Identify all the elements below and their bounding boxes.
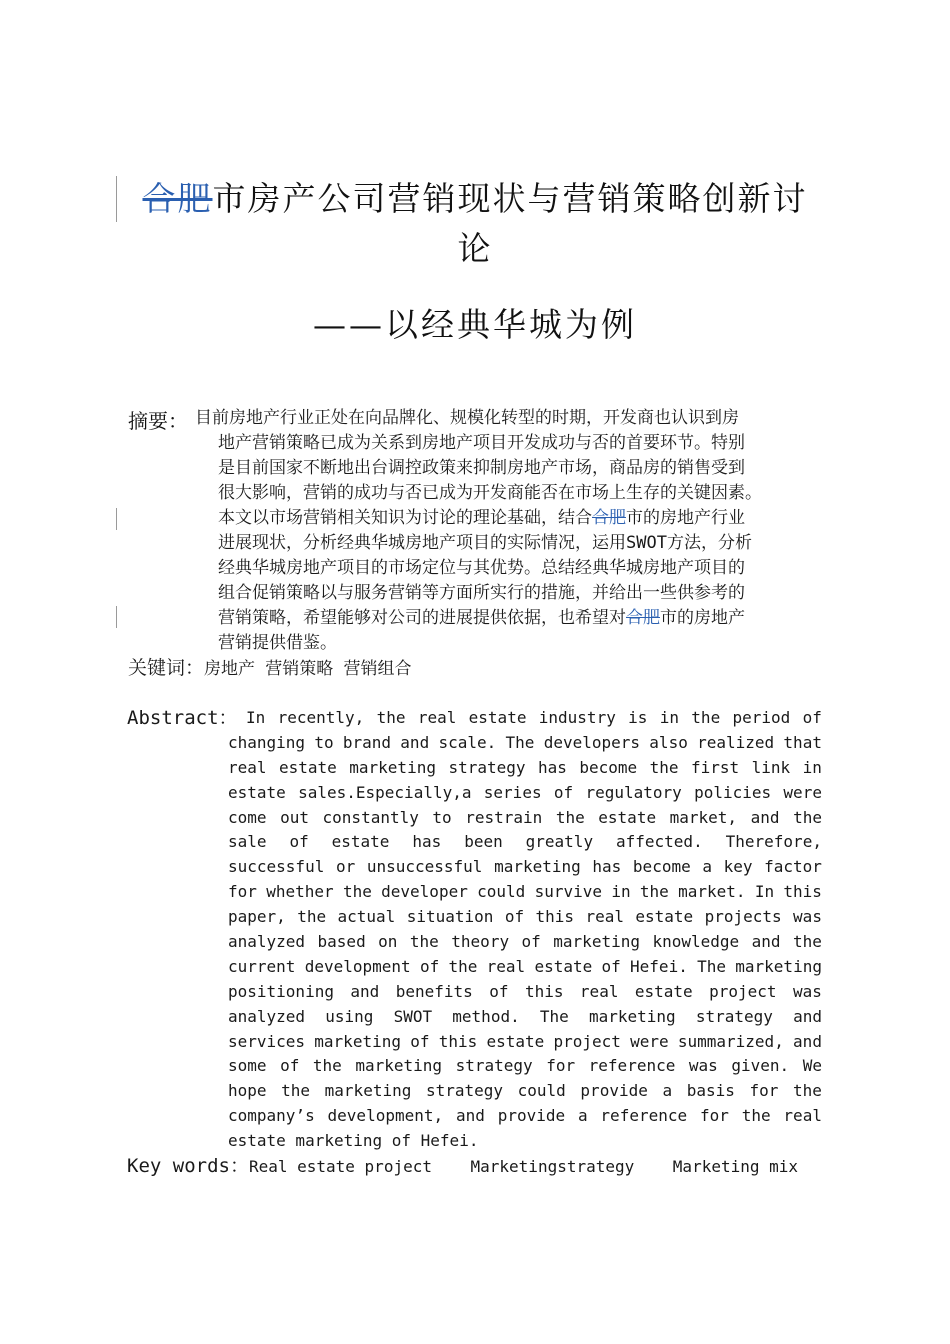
word: some	[228, 1056, 267, 1076]
word: series	[483, 782, 542, 802]
abstract-en-line	[228, 731, 822, 756]
abstract-cn-line: 目前房地产行业正处在向品牌化、规模化转型的时期，开发商也认识到房	[195, 408, 739, 428]
word: successful	[228, 857, 325, 877]
deleted-text: 合肥	[592, 508, 626, 528]
word: factor	[764, 857, 822, 877]
abstract-en-line	[228, 855, 822, 880]
word: the	[793, 932, 822, 952]
word: The	[539, 1006, 569, 1026]
word: marketing	[355, 1056, 443, 1076]
word: positioning	[228, 981, 334, 1001]
word: method.	[452, 1006, 520, 1026]
keywords-cn-value: 房地产 营销策略 营销组合	[204, 659, 412, 679]
text-segment: 本文以市场营销相关知识为讨论的理论基础，结合	[218, 508, 592, 528]
word: analyzed	[228, 1006, 306, 1026]
word: and	[350, 981, 380, 1001]
abstract-en-line	[228, 880, 822, 905]
word: estate	[486, 1031, 545, 1051]
word: project	[553, 1031, 621, 1051]
word: The	[697, 956, 726, 976]
abstract-en-line	[228, 1079, 822, 1104]
word: recently,	[277, 708, 365, 727]
word: affected.	[616, 832, 703, 852]
word: the	[793, 807, 822, 827]
word: were	[783, 782, 822, 802]
word: summarized,	[677, 1031, 784, 1051]
abstract-cn-line: 很大影响，营销的成功与否已成为开发商能否在市场上生存的关键因素。	[218, 483, 762, 503]
abstract-cn-line	[218, 506, 745, 531]
word: of	[504, 907, 525, 927]
word: marketing	[553, 932, 640, 952]
word: theory	[451, 932, 510, 952]
abstract-en-body	[228, 706, 822, 1154]
word: the	[448, 956, 478, 976]
word: development	[304, 956, 411, 976]
title-line-2: 论	[457, 229, 493, 268]
word: for	[546, 1056, 576, 1076]
word: was	[793, 907, 822, 927]
word: marketing	[735, 956, 822, 976]
word: benefits	[395, 981, 473, 1001]
word: been	[464, 832, 503, 852]
word: strategy	[448, 757, 526, 777]
word: the	[639, 882, 669, 902]
word: real	[783, 1106, 822, 1126]
word: a	[577, 1106, 588, 1126]
word: development,	[327, 1106, 444, 1126]
word: changing	[228, 732, 306, 752]
word: using	[325, 1006, 374, 1026]
word: In	[754, 882, 775, 902]
abstract-en-line	[228, 1054, 822, 1079]
keywords-en	[127, 1154, 798, 1179]
word: in	[659, 708, 679, 727]
word: the	[741, 1106, 771, 1126]
page-title	[120, 174, 830, 224]
word: realized	[697, 732, 775, 752]
word: become	[632, 857, 691, 877]
abstract-cn-line: 地产营销策略已成为关系到房地产项目开发成功与否的首要环节。特别	[218, 433, 745, 453]
deleted-text: 合肥	[626, 608, 660, 628]
word: The	[505, 732, 535, 752]
abstract-en-line	[228, 1104, 822, 1129]
word: this	[535, 907, 575, 927]
word: of	[419, 956, 440, 976]
word: the	[281, 1081, 311, 1101]
word: Therefore,	[725, 832, 822, 852]
word: estate	[331, 832, 390, 852]
word: strategy	[695, 1006, 773, 1026]
abstract-en-line	[228, 806, 822, 831]
word: this	[438, 1031, 478, 1051]
word: situation	[406, 907, 494, 927]
word: constantly	[322, 807, 419, 827]
page-title-cont	[120, 224, 830, 274]
page-subtitle: ——以经典华城为例	[313, 305, 637, 344]
word: could	[517, 1081, 566, 1101]
word: of	[289, 832, 309, 852]
word: and	[793, 1006, 822, 1026]
word: key	[723, 857, 753, 877]
word: marketing	[324, 1081, 412, 1101]
word: real	[579, 981, 619, 1001]
word: in	[611, 882, 631, 902]
word: this	[524, 981, 564, 1001]
word: of	[280, 1056, 300, 1076]
word: marketing	[588, 1006, 676, 1026]
word: first	[690, 757, 740, 777]
word: projects	[704, 907, 782, 927]
word: actual	[337, 907, 396, 927]
word: policies	[694, 782, 772, 802]
abstract-en-line	[246, 706, 822, 731]
abstract-en-line	[228, 1005, 822, 1030]
word: scale.	[438, 732, 497, 752]
word: come	[228, 807, 267, 827]
word: estate	[228, 782, 286, 802]
word: the	[793, 1081, 822, 1101]
abstract-cn-line: 进展现状，分析经典华城房地产项目的实际情况，运用SWOT方法，分析	[218, 533, 752, 553]
word: market,	[669, 807, 738, 827]
word: industry	[538, 708, 616, 727]
word: sales.Especially,a	[298, 782, 472, 802]
word: SWOT	[393, 1006, 433, 1026]
word: that	[783, 732, 822, 752]
word: reference	[588, 1056, 676, 1076]
word: strategy	[425, 1081, 504, 1101]
keywords-cn-label: 关键词：	[128, 657, 205, 679]
word: greatly	[525, 832, 594, 852]
abstract-en-line	[228, 930, 822, 955]
word: of	[601, 956, 621, 976]
word: restrain	[465, 807, 543, 827]
word: market.	[678, 882, 746, 902]
text-segment: 市的房地产	[660, 608, 745, 628]
word: project	[709, 981, 777, 1001]
word: marketing	[314, 1031, 401, 1051]
word: brand	[342, 732, 392, 752]
word: provide	[497, 1106, 566, 1126]
abstract-cn-line	[218, 606, 745, 631]
word: given.	[731, 1056, 790, 1076]
word: In	[246, 708, 266, 727]
word: and	[793, 1031, 822, 1051]
word: has	[412, 832, 442, 852]
word: based	[317, 932, 366, 952]
word: and	[455, 1106, 485, 1126]
word: Hefei.	[630, 956, 688, 976]
word: the	[649, 757, 679, 777]
abstract-en-line	[228, 756, 822, 781]
word: estate	[534, 956, 593, 976]
word: of	[521, 932, 541, 952]
word: on	[378, 932, 398, 952]
word: the	[409, 932, 439, 952]
word: has	[592, 857, 622, 877]
word: estate	[598, 807, 657, 827]
abstract-en-line	[228, 955, 822, 980]
word: developers	[543, 732, 641, 752]
word: real	[228, 757, 267, 777]
word: of	[802, 708, 822, 727]
revision-bar	[116, 176, 117, 222]
word: a	[702, 857, 712, 877]
word: link	[751, 757, 791, 777]
word: in	[802, 757, 822, 777]
word: and	[750, 807, 780, 827]
deleted-text: 合肥	[142, 179, 213, 218]
abstract-cn-line: 是目前国家不断地出台调控政策来抑制房地产市场，商品房的销售受到	[218, 458, 745, 478]
abstract-en-line: estate marketing of Hefei.	[228, 1131, 479, 1151]
word: unsuccessful	[366, 857, 483, 877]
word: the	[312, 1056, 342, 1076]
revision-bar	[116, 606, 117, 628]
word: developer	[381, 882, 468, 902]
word: for	[228, 882, 257, 902]
word: real	[486, 956, 526, 976]
title-line-1: 市房产公司营销现状与营销策略创新讨	[212, 179, 808, 218]
word: and	[400, 732, 430, 752]
word: the	[342, 882, 372, 902]
word: whether	[266, 882, 334, 902]
abstract-en-line	[228, 1030, 822, 1055]
word: the	[376, 708, 406, 727]
word: hope	[228, 1081, 267, 1101]
word: was	[688, 1056, 718, 1076]
word: the	[555, 807, 585, 827]
word: marketing	[349, 757, 436, 777]
word: company’s	[228, 1106, 315, 1126]
word: reference	[600, 1106, 688, 1126]
word: a	[662, 1081, 673, 1101]
abstract-en-line	[228, 980, 822, 1005]
word: was	[793, 981, 822, 1001]
keywords-cn	[128, 656, 412, 682]
word: sale	[228, 832, 267, 852]
word: of	[489, 981, 509, 1001]
word: for	[749, 1081, 779, 1101]
word: period	[732, 708, 791, 727]
abstract-en-line	[228, 781, 822, 806]
abstract-cn-line: 营销提供借鉴。	[218, 633, 337, 653]
abstract-en-label: Abstract：	[127, 707, 238, 729]
word: become	[579, 757, 638, 777]
word: is	[628, 708, 648, 727]
word: real	[417, 708, 457, 727]
word: estate	[468, 708, 527, 727]
word: real	[585, 907, 624, 927]
abstract-en-line	[228, 905, 822, 930]
abstract-cn-line: 组合促销策略以与服务营销等方面所实行的措施，并给出一些供参考的	[218, 583, 745, 603]
word: to	[432, 807, 452, 827]
word: strategy	[455, 1056, 533, 1076]
revision-bar	[116, 508, 117, 530]
word: provide	[580, 1081, 648, 1101]
word: basis	[686, 1081, 735, 1101]
word: the	[691, 708, 721, 727]
word: regulatory	[585, 782, 682, 802]
word: could	[477, 882, 526, 902]
word: knowledge	[652, 932, 740, 952]
abstract-en-line	[228, 830, 822, 855]
word: survive	[534, 882, 603, 902]
word: marketing	[494, 857, 581, 877]
abstract-cn-line: 经典华城房地产项目的市场定位与其优势。总结经典华城房地产项目的	[218, 558, 745, 578]
word: paper,	[228, 907, 286, 927]
word: analyzed	[228, 932, 306, 952]
word: also	[649, 732, 688, 752]
abstract-cn-label: 摘要：	[128, 409, 188, 433]
word: of	[410, 1031, 430, 1051]
keywords-en-value: Real estate project Marketingstrategy Marketing mix	[248, 1157, 799, 1176]
word: We	[802, 1056, 822, 1076]
word: estate	[634, 981, 693, 1001]
word: to	[314, 732, 334, 752]
word: or	[335, 857, 356, 877]
word: current	[228, 956, 296, 976]
word: were	[630, 1031, 669, 1051]
word: this	[783, 882, 822, 902]
word: of	[553, 782, 574, 802]
keywords-en-label: Key words：	[127, 1155, 249, 1177]
word: estate	[635, 907, 694, 927]
word: out	[280, 807, 309, 827]
word: and	[751, 932, 781, 952]
word: the	[297, 907, 327, 927]
text-segment: 市的房地产行业	[626, 508, 745, 528]
word: has	[537, 757, 567, 777]
word: for	[699, 1106, 729, 1126]
text-segment: 营销策略，希望能够对公司的进展提供依据，也希望对	[218, 608, 626, 628]
word: services	[228, 1031, 306, 1051]
word: estate	[279, 757, 337, 777]
